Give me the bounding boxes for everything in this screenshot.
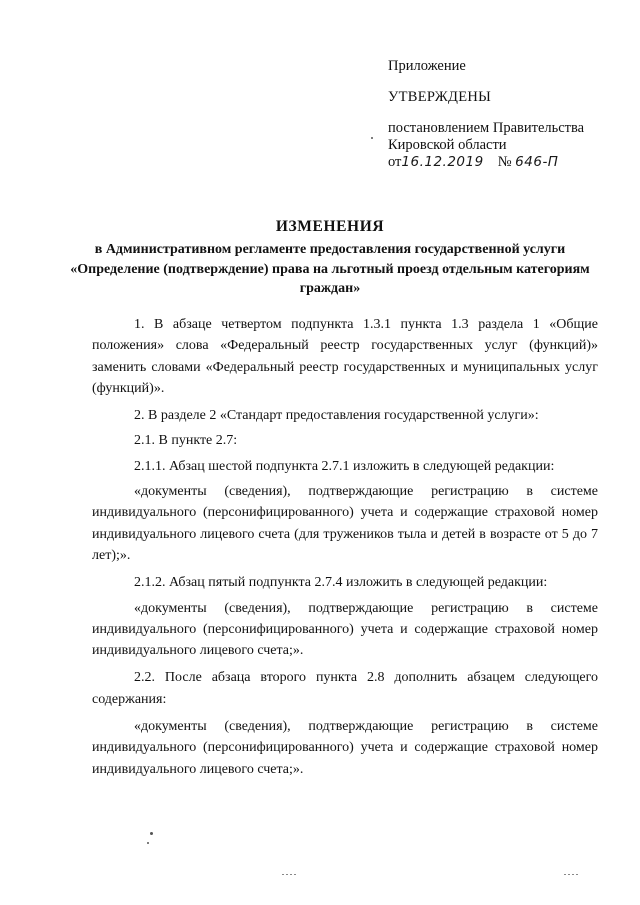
handwritten-number: 646-П bbox=[515, 154, 559, 170]
document-title: ИЗМЕНЕНИЯ bbox=[275, 218, 385, 235]
document-subtitle: в Административном регламенте предоставления государственной услуги «Определение (подтверждение) права на льготный проезд отдельным категориям граждан» bbox=[70, 242, 590, 296]
paragraph-9: «документы (сведения), подтверждающие регистрацию в системе индивидуального (персонифицированного) учета и содержащие страховой номер индивидуального лицевого счета;». bbox=[92, 719, 598, 777]
handwritten-date: 16.12.2019 bbox=[401, 154, 484, 170]
annex-label: Приложение bbox=[388, 58, 466, 74]
paragraph-4: 2.1.1. Абзац шестой подпункта 2.7.1 изложить в следующей редакции: bbox=[134, 458, 555, 474]
number-prefix: № bbox=[497, 154, 512, 170]
scan-artifact bbox=[282, 874, 298, 875]
scan-speck bbox=[371, 137, 373, 139]
approval-block bbox=[388, 58, 628, 171]
paragraph-3: 2.1. В пункте 2.7: bbox=[134, 433, 238, 449]
document-heading bbox=[60, 218, 600, 299]
resolution-line-1: постановлением Правительства bbox=[388, 120, 585, 136]
scan-speck bbox=[150, 832, 153, 835]
date-prefix: от bbox=[388, 154, 402, 170]
approved-label: УТВЕРЖДЕНЫ bbox=[388, 89, 492, 105]
paragraph-6: 2.1.2. Абзац пятый подпункта 2.7.4 изложить в следующей редакции: bbox=[134, 575, 548, 591]
scan-speck bbox=[147, 842, 149, 844]
paragraph-2: 2. В разделе 2 «Стандарт предоставления государственной услуги»: bbox=[134, 408, 539, 424]
resolution-line-2: Кировской области bbox=[388, 137, 507, 153]
resolution-date-line bbox=[388, 154, 628, 171]
document-body bbox=[92, 314, 598, 784]
paragraph-1: 1. В абзаце четвертом подпункта 1.3.1 пункта 1.3 раздела 1 «Общие положения» слова «Федеральный реестр государственных услуг (функций)» заменить словами «Федеральный реестр государственных и муниципальных услуг (функций)». bbox=[92, 317, 598, 396]
paragraph-5: «документы (сведения), подтверждающие регистрацию в системе индивидуального (персонифицированного) учета и содержащие страховой номер индивидуального лицевого счета (для тружеников тыла и детей в возрасте от 5 до 7 лет);». bbox=[92, 484, 598, 563]
paragraph-7: «документы (сведения), подтверждающие регистрацию в системе индивидуального (персонифицированного) учета и содержащие страховой номер индивидуального лицевого счета;». bbox=[92, 600, 598, 659]
paragraph-8: 2.2. После абзаца второго пункта 2.8 дополнить абзацем следующего содержания: bbox=[92, 670, 598, 707]
scan-artifact bbox=[564, 874, 578, 875]
